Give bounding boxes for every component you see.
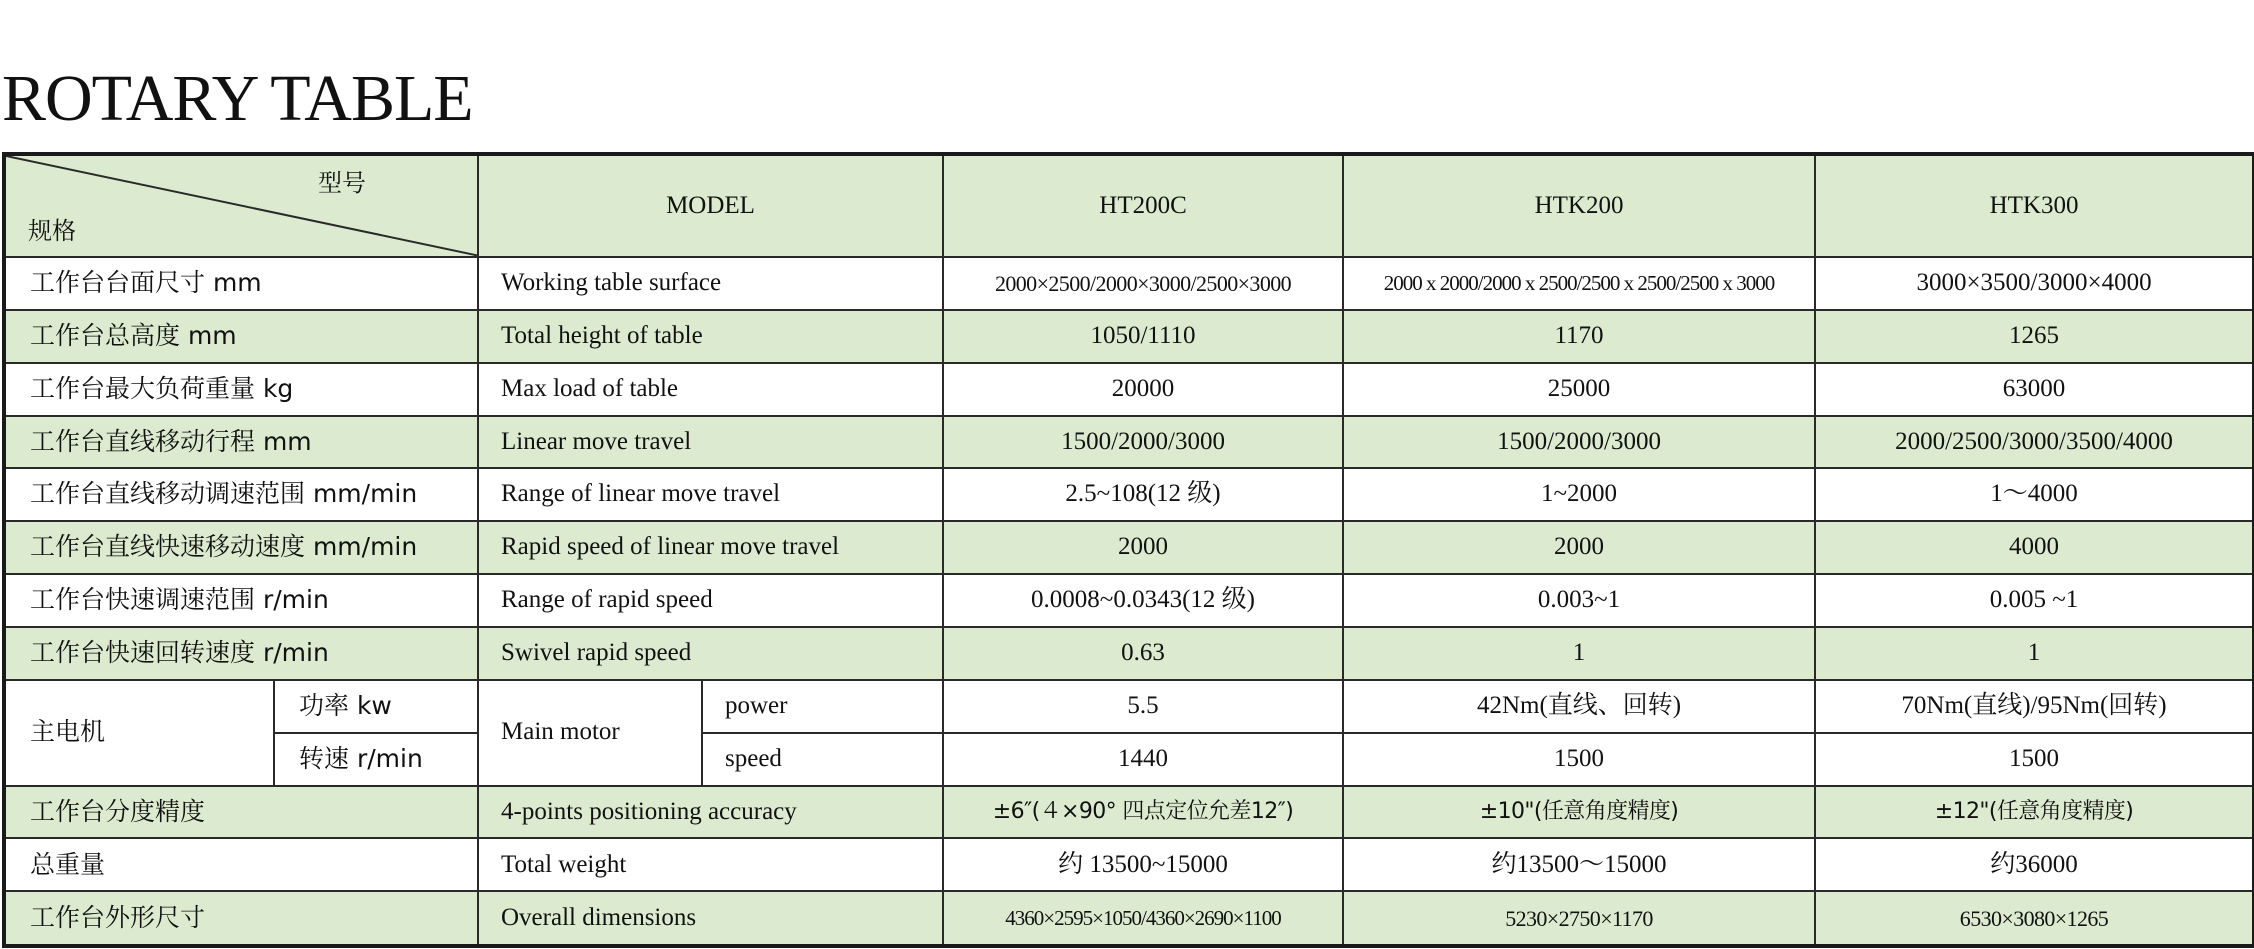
- table-row: [4, 574, 2254, 627]
- motor-speed-row: [4, 733, 2254, 786]
- value-cell: 1~2000: [1343, 468, 1815, 521]
- value-cell: 4000: [1815, 521, 2254, 574]
- diagonal-line: [6, 156, 478, 256]
- value-cell: 5230×2750×1170: [1343, 891, 1815, 946]
- value-cell: 1500/2000/3000: [1343, 416, 1815, 469]
- spec-en: Max load of table: [478, 363, 943, 416]
- value-cell: 3000×3500/3000×4000: [1815, 257, 2254, 310]
- spec-en: Overall dimensions: [478, 891, 943, 946]
- value-cell: 2000×2500/2000×3000/2500×3000: [943, 257, 1343, 310]
- value-cell: 4360×2595×1050/4360×2690×1100: [943, 891, 1343, 946]
- value-cell: 2000: [943, 521, 1343, 574]
- spec-cn: 工作台台面尺寸 mm: [4, 257, 478, 310]
- corner-model-label: 型号: [318, 169, 366, 197]
- spec-cn: 工作台直线快速移动速度 mm/min: [4, 521, 478, 574]
- value-cell: 6530×3080×1265: [1815, 891, 2254, 946]
- motor-power-en: power: [702, 680, 943, 733]
- table-row: [4, 363, 2254, 416]
- value-cell: 1050/1110: [943, 310, 1343, 363]
- table-row: [4, 786, 2254, 839]
- value-cell: 42Nm(直线、回转): [1343, 680, 1815, 733]
- spec-en: 4-points positioning accuracy: [478, 786, 943, 839]
- value-cell: 1170: [1343, 310, 1815, 363]
- value-cell: 2000: [1343, 521, 1815, 574]
- table-row: [4, 627, 2254, 680]
- motor-en: Main motor: [478, 680, 702, 786]
- spec-en: Total height of table: [478, 310, 943, 363]
- value-cell: 约 13500~15000: [943, 838, 1343, 891]
- corner-spec-label: 规格: [28, 217, 76, 245]
- spec-en: Working table surface: [478, 257, 943, 310]
- value-cell: 1: [1343, 627, 1815, 680]
- value-cell: ±12"(任意角度精度): [1815, 786, 2254, 839]
- value-cell: 20000: [943, 363, 1343, 416]
- value-cell: 70Nm(直线)/95Nm(回转): [1815, 680, 2254, 733]
- value-cell: 1500: [1343, 733, 1815, 786]
- model-htk200: HTK200: [1343, 154, 1815, 257]
- value-cell: ±6″(４×90° 四点定位允差12″): [943, 786, 1343, 839]
- spec-en: Range of rapid speed: [478, 574, 943, 627]
- table-row: [4, 521, 2254, 574]
- value-cell: 2.5~108(12 级): [943, 468, 1343, 521]
- page-title: ROTARY TABLE: [2, 62, 473, 135]
- motor-cn: 主电机: [4, 680, 274, 786]
- value-cell: 2000 x 2000/2000 x 2500/2500 x 2500/2500 x 3000: [1343, 257, 1815, 310]
- motor-power-cn: 功率 kw: [274, 680, 478, 733]
- value-cell: 0.003~1: [1343, 574, 1815, 627]
- model-htk300: HTK300: [1815, 154, 2254, 257]
- spec-cn: 工作台最大负荷重量 kg: [4, 363, 478, 416]
- spec-cn: 工作台直线移动行程 mm: [4, 416, 478, 469]
- spec-en: Rapid speed of linear move travel: [478, 521, 943, 574]
- table-row: [4, 416, 2254, 469]
- value-cell: 5.5: [943, 680, 1343, 733]
- value-cell: 1500/2000/3000: [943, 416, 1343, 469]
- spec-cn: 工作台快速回转速度 r/min: [4, 627, 478, 680]
- table-row: [4, 838, 2254, 891]
- spec-en: Linear move travel: [478, 416, 943, 469]
- value-cell: 约13500～15000: [1343, 838, 1815, 891]
- spec-cn: 工作台分度精度: [4, 786, 478, 839]
- value-cell: 0.63: [943, 627, 1343, 680]
- table-row: [4, 468, 2254, 521]
- model-header: MODEL: [478, 154, 943, 257]
- motor-speed-cn: 转速 r/min: [274, 733, 478, 786]
- value-cell: 0.0008~0.0343(12 级): [943, 574, 1343, 627]
- table-row: [4, 310, 2254, 363]
- value-cell: 25000: [1343, 363, 1815, 416]
- model-ht200c: HT200C: [943, 154, 1343, 257]
- value-cell: 63000: [1815, 363, 2254, 416]
- spec-en: Total weight: [478, 838, 943, 891]
- spec-en: Swivel rapid speed: [478, 627, 943, 680]
- header-row: [4, 154, 2254, 257]
- value-cell: ±10"(任意角度精度): [1343, 786, 1815, 839]
- corner-cell: [4, 154, 478, 257]
- spec-cn: 工作台总高度 mm: [4, 310, 478, 363]
- spec-en: Range of linear move travel: [478, 468, 943, 521]
- table-row: [4, 891, 2254, 946]
- spec-cn: 总重量: [4, 838, 478, 891]
- value-cell: 1: [1815, 627, 2254, 680]
- spec-cn: 工作台直线移动调速范围 mm/min: [4, 468, 478, 521]
- value-cell: 1265: [1815, 310, 2254, 363]
- motor-speed-en: speed: [702, 733, 943, 786]
- value-cell: 1～4000: [1815, 468, 2254, 521]
- spec-cn: 工作台快速调速范围 r/min: [4, 574, 478, 627]
- value-cell: 0.005 ~1: [1815, 574, 2254, 627]
- spec-cn: 工作台外形尺寸: [4, 891, 478, 946]
- value-cell: 1440: [943, 733, 1343, 786]
- value-cell: 约36000: [1815, 838, 2254, 891]
- table-row: [4, 257, 2254, 310]
- value-cell: 2000/2500/3000/3500/4000: [1815, 416, 2254, 469]
- spec-table: [2, 152, 2254, 948]
- value-cell: 1500: [1815, 733, 2254, 786]
- motor-power-row: [4, 680, 2254, 733]
